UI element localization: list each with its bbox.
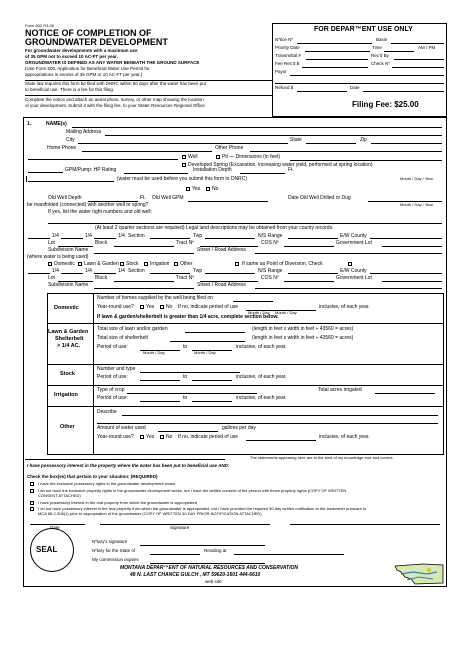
state-label: State <box>290 137 302 143</box>
pou-tract-label: Tract Nº <box>176 275 195 281</box>
manifold-no-label: No <box>212 186 219 192</box>
other-describe-field[interactable] <box>122 415 438 416</box>
well-checkbox[interactable] <box>182 155 186 159</box>
sig-top-line <box>25 459 225 460</box>
law-text-2: to beneficial use. There is a fee for this filing. <box>25 87 114 92</box>
dept-address: 48 N. LAST CHANCE GULCH , MT 59620-1601 444-6610 <box>130 572 261 578</box>
office-date-field[interactable] <box>363 91 444 92</box>
pou-subdivision-label: Subdivision Name <box>48 282 89 288</box>
office-date-label: Date <box>350 85 360 90</box>
exclusive-rights-checkbox[interactable] <box>30 482 34 486</box>
zip-field[interactable] <box>371 143 442 144</box>
lawn-md-hint-2: Month / Day <box>194 350 216 355</box>
ft-label: Ft. <box>288 167 294 173</box>
shelterbelt-size-field[interactable] <box>170 341 245 342</box>
shelterbelt-size-label: Total size of shelterbelt <box>97 335 148 341</box>
lawn-size-label: Total size of lawn and/or garden <box>97 326 168 332</box>
homes-supplied-label: Number of homes supplied by the well being filed on <box>97 295 213 301</box>
pod-county-field[interactable] <box>370 238 442 239</box>
stock-inclusive-label: inclusive, of each year. <box>236 374 287 380</box>
pit-dimensions-field[interactable] <box>290 160 442 161</box>
pou-irrigation-label: Irrigation <box>150 261 170 267</box>
names-field[interactable] <box>72 127 442 128</box>
pod-section-field[interactable] <box>150 238 190 239</box>
names-label: NAME(s) <box>46 121 67 127</box>
legal-note: (At least 2 quarter sections are required) Legal land descriptions may be obtained from your county records. <box>95 225 334 231</box>
office-blank-line <box>275 83 444 84</box>
pod-block-label: Block <box>95 240 108 246</box>
pou-qq-3[interactable] <box>94 273 116 274</box>
refund-label: Refund $ <box>275 85 294 90</box>
pou-qs-1: 1/4 <box>52 268 59 274</box>
installation-depth-field[interactable] <box>240 173 285 174</box>
uses-row-divider-2 <box>47 364 444 365</box>
check-no-field[interactable] <box>392 67 444 68</box>
installation-depth-label: Installation Depth <box>193 167 232 173</box>
manifolded-text: be manifolded (connected) with another well or spring? <box>27 202 149 208</box>
crop-type-label: Type of crop <box>97 387 125 393</box>
payor-label: Payor <box>275 69 287 74</box>
pou-gov-lot-label: Government Lot <box>336 275 372 281</box>
other-if-no-label: If no, indicate period of use <box>178 434 239 440</box>
recd-by-label: Rec'd By <box>371 53 389 58</box>
pod-qs-2: 1/4 <box>85 233 92 239</box>
pod-range-label: N/S Range <box>258 233 283 239</box>
pou-cos-field[interactable] <box>284 281 334 282</box>
date-use-field[interactable] <box>28 181 114 182</box>
pod-lot-label: Lot <box>48 240 55 246</box>
pod-county-label: E/W County <box>340 233 367 239</box>
written-consent-text-1: I do not have the exclusive property rights in the groundwater development works, but I have the written consent of the person with those property rights (COPY OF WRITTEN <box>38 488 347 493</box>
pou-county-field[interactable] <box>370 273 442 274</box>
web-site-label: web site: <box>205 579 223 584</box>
mdy-hint-2: Month / Day / Year <box>400 202 433 207</box>
other-yes-label: Yes <box>146 434 155 440</box>
law-text-1: State law requires this form be filed with DNRC within 60 days after the water has been put <box>25 81 206 86</box>
pou-block-label: Block <box>95 275 108 281</box>
fee-recd-label: Fee Rec'd $ <box>275 61 300 66</box>
old-depth-ft-label: Ft. <box>140 195 146 201</box>
other-period-field[interactable] <box>246 440 316 441</box>
pod-range-field[interactable] <box>288 238 338 239</box>
other-phone-label: Other Phone <box>215 145 244 151</box>
pod-qq-3[interactable] <box>94 238 116 239</box>
pod-twp-field[interactable] <box>205 238 255 239</box>
mdy-hint-1: Month / Day / Year <box>400 176 433 181</box>
domestic-yes-label: Yes <box>146 304 155 310</box>
number-2-mark <box>26 176 27 182</box>
pou-twp-label: Twp <box>193 268 203 274</box>
pou-county-label: E/W County <box>340 268 367 274</box>
irrigation-to-label: to <box>183 395 188 401</box>
pou-cos-label: COS Nº <box>261 275 279 281</box>
manifold-yes-label: Yes <box>192 186 201 192</box>
possessory-interest-text: I have possessory interest in the real property from which the groundwater is appropriated <box>38 500 197 505</box>
domestic-inclusive-label: inclusive, of each year. <box>319 304 370 310</box>
irrigation-period-from[interactable] <box>140 401 180 402</box>
lawn-row-label-1: Lawn & Garden <box>48 329 89 335</box>
crop-type-field[interactable] <box>127 393 257 394</box>
domestic-yes-checkbox[interactable] <box>140 305 144 309</box>
domestic-year-round-label: Year-round use? <box>97 304 134 310</box>
irrigation-period-to[interactable] <box>192 401 232 402</box>
pod-qq-2[interactable] <box>61 238 83 239</box>
acres-irrigated-field[interactable] <box>375 393 435 394</box>
stock-period-from[interactable] <box>140 380 180 381</box>
montana-logo-icon <box>393 562 445 586</box>
domestic-md-hint: Month / Day <box>248 310 270 315</box>
pou-lot-label: Lot <box>48 275 55 281</box>
if-yes-text: If yes, list the water right numbers and old well: <box>48 209 152 215</box>
header-sub-4: (Use Form 600, Application for Beneficial Water Use Permit for <box>25 66 150 71</box>
developed-spring-checkbox[interactable] <box>182 163 186 167</box>
lawn-row-label-3: > 1/4 AC. <box>57 343 81 349</box>
signature-label: Signature <box>170 525 190 530</box>
other-inclusive-label: inclusive, of each year. <box>319 434 370 440</box>
basin-field[interactable] <box>391 43 444 44</box>
pod-block-field[interactable] <box>114 246 174 247</box>
check-no-label: Check Nº <box>371 61 390 66</box>
domestic-if-no-label: If no, indicate period of use <box>178 304 239 310</box>
mailing-address-field[interactable] <box>105 135 442 136</box>
recd-by-field[interactable] <box>394 59 444 60</box>
lawn-row-label-2: Shelterbelt <box>55 336 84 342</box>
pod-gov-lot-field[interactable] <box>382 246 442 247</box>
time-field[interactable] <box>384 51 414 52</box>
pou-range-field[interactable] <box>288 273 338 274</box>
old-well-gpm-field[interactable] <box>188 201 268 202</box>
notification-text-2: MCA 85-2-306(1) prior to appropriation of the groundwater (COPY OF WRITTEN 30-DAY PRIOR NOTIFICATION ATTACHED) <box>38 511 262 516</box>
lawn-period-label: Period of use: <box>97 344 128 350</box>
mailing-address-label: Mailing Address <box>66 129 102 135</box>
residing-field[interactable] <box>234 554 344 555</box>
other-yes-checkbox[interactable] <box>140 435 144 439</box>
notary-state-label: Nºtary for the State of <box>92 548 136 553</box>
header-sub-2: of 35 GPM not to exceed 10 AC-FT per year. <box>25 54 118 59</box>
header-sub-3: GROUNDWATER IS DEFINED AS ANY WATER BENEATH THE GROUND SURFACE <box>25 60 200 65</box>
same-as-pod-checkbox[interactable] <box>235 262 239 266</box>
possessory-interest-checkbox[interactable] <box>30 501 34 505</box>
lawn-to-label: to <box>183 344 188 350</box>
pou-street-label: Street / Road Address <box>197 282 246 288</box>
same-as-pod-label: If same as Point of Diversion, Check <box>242 261 323 267</box>
stock-to-label: to <box>183 374 188 380</box>
developed-spring-label: Developed Spring (Excavation, increasing water yield, performed at spring location) <box>188 162 373 168</box>
uses-row-divider-4 <box>47 406 444 407</box>
check-boxes-text: Check the box(es) that pertain to your situation: (REQUIRED) <box>27 474 158 479</box>
section-1-number: 1. <box>27 121 32 127</box>
pou-stock-checkbox[interactable] <box>120 262 124 266</box>
other-amount-field[interactable] <box>158 431 218 432</box>
pod-gov-lot-label: Government Lot <box>336 240 372 246</box>
city-label: City <box>66 137 75 143</box>
old-well-date-label: Date Old Well Drilled or Dug <box>288 195 351 201</box>
notification-text-1: I do not have possessory interest in the real property from which the groundwater is appropriated, but I have provided the required 30-day written notification to the landowner pursuant to <box>38 506 367 511</box>
notice-no-field[interactable] <box>297 43 372 44</box>
pou-domestic-checkbox[interactable] <box>48 262 52 266</box>
home-phone-label: Home Phone <box>47 145 77 151</box>
possessory-text: I have possessory interest in the property where the water has been put to beneficial use AND: <box>27 463 230 468</box>
commission-field[interactable] <box>150 563 265 564</box>
pou-qq-2[interactable] <box>61 273 83 274</box>
form-title-2: GROUNDWATER DEVELOPMENT <box>25 37 168 47</box>
pou-lawn-checkbox[interactable] <box>78 262 82 266</box>
other-describe-label: Describe <box>97 409 117 415</box>
filing-fee: Filing Fee: $25.00 <box>352 100 419 109</box>
notary-sig-label: Nºtary's signature <box>92 539 128 544</box>
domestic-no-checkbox[interactable] <box>160 305 164 309</box>
statements-text: The statements appearing here are to the best of my knowledge true and correct. <box>250 455 394 460</box>
pod-twp-label: Twp <box>193 233 203 239</box>
other-row-label: Other <box>60 424 75 430</box>
notary-state-field[interactable] <box>150 554 200 555</box>
gpm-label: GPM/Pump: HP Rating <box>65 167 117 173</box>
uses-row-divider-3 <box>47 385 444 386</box>
water-rights-field[interactable] <box>48 223 442 224</box>
written-consent-text-2: CONSENT ATTACHED) <box>38 493 81 498</box>
well-label: Well <box>188 154 198 160</box>
refund-field[interactable] <box>297 91 347 92</box>
lawn-size-formula: (length in feet x width in feet ÷ 43560 = acres) <box>252 326 354 332</box>
complete-text-1: Complete the notice and attach an aerial photo, survey, or other map showing the location <box>25 97 204 102</box>
lawn-threshold-note: If lawn & garden/shelterbelt is greater than 1/4 acre, complete section below. <box>97 314 279 320</box>
pou-stock-label: Stock <box>126 261 139 267</box>
pou-gov-lot-field[interactable] <box>382 281 442 282</box>
pou-section-field[interactable] <box>150 273 190 274</box>
pou-subdivision-field[interactable] <box>94 288 194 289</box>
notice-no-label: Nºtice Nº <box>275 37 294 42</box>
other-gpd-label: gallons per day <box>222 425 256 431</box>
basin-label: Basin <box>376 37 388 42</box>
pod-cos-label: COS Nº <box>261 240 279 246</box>
stock-number-field[interactable] <box>140 372 240 373</box>
stock-period-to[interactable] <box>192 380 232 381</box>
form-number: Form 602 R3-00 <box>25 23 55 28</box>
domestic-no-label: No <box>166 304 173 310</box>
homes-supplied-field[interactable] <box>233 301 273 302</box>
uses-table-divider <box>93 293 94 455</box>
date-label: Date <box>50 525 60 530</box>
pod-subdivision-field[interactable] <box>94 253 194 254</box>
pod-street-label: Street / Road Address <box>197 247 246 253</box>
irrigation-period-label: Period of use: <box>97 395 128 401</box>
other-no-label: No <box>166 434 173 440</box>
header-divider-2 <box>25 95 272 96</box>
form-title-1: NOTICE OF COMPLETION OF <box>25 28 152 38</box>
hp-rating-field[interactable] <box>124 173 188 174</box>
water-must-text: (water must be used before you submit this form to DNRC) <box>117 176 248 182</box>
seal-label: SEAL <box>36 545 58 554</box>
exclusive-rights-text: I have the exclusive possessory rights in the groundwater development works <box>38 481 176 486</box>
pod-section-label: Section <box>128 233 145 239</box>
irrigation-row-label: Irrigation <box>54 392 78 398</box>
complete-text-2: of your development. Submit it with the filing fee, to your Water Resources Regional Office. <box>25 103 206 108</box>
acres-irrigated-label: Total acres irrigated <box>318 387 362 393</box>
pou-section-label: Section <box>128 268 145 274</box>
priority-date-field[interactable] <box>305 51 370 52</box>
pod-cos-field[interactable] <box>284 246 334 247</box>
city-field[interactable] <box>78 143 288 144</box>
irrigation-inclusive-label: inclusive, of each year. <box>236 395 287 401</box>
lawn-inclusive-label: inclusive, of each year. <box>236 344 287 350</box>
old-well-depth-label: Old Well Depth <box>48 195 82 201</box>
pou-domestic-label: Domestic <box>54 261 75 267</box>
pou-twp-field[interactable] <box>205 273 255 274</box>
pou-other-checkbox[interactable] <box>174 262 178 266</box>
gpm-field[interactable] <box>28 172 63 173</box>
state-field[interactable] <box>306 143 356 144</box>
pit-checkbox[interactable] <box>216 155 220 159</box>
stock-period-label: Period of use: <box>97 374 128 380</box>
am-pm-label: AM / PM <box>418 45 436 50</box>
pou-qq-1[interactable] <box>28 273 50 274</box>
manifold-yes-checkbox[interactable] <box>186 187 190 191</box>
time-label: Time <box>372 45 382 50</box>
lawn-md-hint: Month / Day <box>143 350 165 355</box>
home-phone-field[interactable] <box>82 151 212 152</box>
transmittal-field[interactable] <box>306 59 368 60</box>
written-consent-checkbox[interactable] <box>30 489 34 493</box>
transmittal-label: Transmittal # <box>275 53 301 58</box>
other-year-round-label: Year-round use? <box>97 434 134 440</box>
pod-qq-1[interactable] <box>28 238 50 239</box>
pou-qs-3: 1/4 <box>118 268 125 274</box>
residing-label: Residing at <box>204 548 227 553</box>
commission-label: My commission expires <box>92 557 139 562</box>
pou-irrigation-checkbox[interactable] <box>144 262 148 266</box>
where-used-text: (where water is being used) <box>27 254 89 260</box>
domestic-row-label: Domestic <box>54 305 79 311</box>
pou-range-label: N/S Range <box>258 268 283 274</box>
header-sub-1: For groundwater developments with a maximum use <box>25 48 138 53</box>
header-sub-5: appropriations in excess of 35 GPM or 10 AC-FT per year.) <box>25 72 143 77</box>
pou-qs-2: 1/4 <box>85 268 92 274</box>
manifold-no-checkbox[interactable] <box>206 187 210 191</box>
other-describe-field-2[interactable] <box>97 423 438 424</box>
pod-subdivision-label: Subdivision Name <box>48 247 89 253</box>
pod-tract-label: Tract Nº <box>176 240 195 246</box>
pou-street-field[interactable] <box>255 288 442 289</box>
other-no-checkbox[interactable] <box>160 435 164 439</box>
priority-date-label: Priority Date <box>275 45 300 50</box>
pit-label: Pit — Dimensions (in feet) <box>222 154 281 160</box>
office-heading: FOR DEPAR™ENT USE ONLY <box>314 26 413 33</box>
same-as-pod-check-box[interactable] <box>348 262 352 266</box>
fee-recd-field[interactable] <box>302 67 368 68</box>
other-phone-field[interactable] <box>250 151 442 152</box>
shelterbelt-size-formula: (length in feet x width in feet ÷ 43560 = acres) <box>252 335 354 341</box>
pou-lawn-label: Lawn & Garden <box>84 261 119 267</box>
notification-checkbox[interactable] <box>30 507 34 511</box>
other-amount-label: Amount of water used <box>97 425 146 431</box>
stock-number-label: Number and type <box>97 366 136 372</box>
notary-sig-field[interactable] <box>140 545 265 546</box>
domestic-md-hint-2: Month / Day <box>275 310 297 315</box>
payor-field[interactable] <box>290 75 444 76</box>
lawn-size-field[interactable] <box>185 332 245 333</box>
zip-label: Zip <box>360 137 367 143</box>
pou-block-field[interactable] <box>114 281 174 282</box>
uses-row-divider-1 <box>47 323 444 324</box>
signature-field-2[interactable] <box>290 524 440 525</box>
dept-name: MONTANA DEPAR™ENT OF NATURAL RESOURCES AND CONSERVATION <box>120 565 298 571</box>
pod-street-field[interactable] <box>255 253 442 254</box>
pou-other-label: Other <box>180 261 193 267</box>
pod-qs-1: 1/4 <box>52 233 59 239</box>
old-well-gpm-label: Old Well GPM <box>152 195 184 201</box>
stock-row-label: Stock <box>60 371 75 377</box>
pod-qs-3: 1/4 <box>118 233 125 239</box>
well-blank-line[interactable] <box>28 159 178 160</box>
